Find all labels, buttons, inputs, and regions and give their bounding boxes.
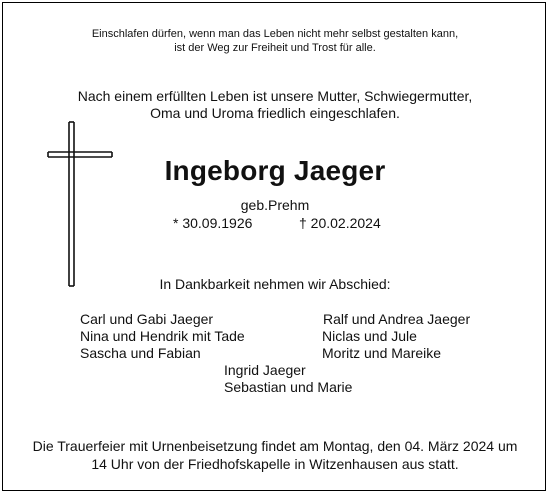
mourner-right-2: Niclas und Jule bbox=[322, 328, 417, 344]
birth-name: geb.Prehm bbox=[240, 197, 310, 213]
mourner-left-3: Sascha und Fabian bbox=[80, 345, 201, 361]
mourner-left-1: Carl und Gabi Jaeger bbox=[80, 311, 214, 327]
death-date: † 20.02.2024 bbox=[299, 215, 381, 231]
footer-line-1: Die Trauerfeier mit Urnenbeisetzung findet am Montag, den 04. März 2024 um bbox=[32, 438, 518, 454]
intro-line-1: Nach einem erfüllten Leben ist unsere Mutter, Schwiegermutter, bbox=[77, 88, 473, 104]
mourner-center-1: Ingrid Jaeger bbox=[224, 362, 306, 378]
mourner-center-2: Sebastian und Marie bbox=[224, 379, 353, 395]
deceased-name: Ingeborg Jaeger bbox=[164, 155, 386, 186]
motto-line-1: Einschlafen dürfen, wenn man das Leben nicht mehr selbst gestalten kann, bbox=[91, 28, 459, 40]
thanks-line: In Dankbarkeit nehmen wir Abschied: bbox=[159, 276, 391, 292]
footer-line-2: 14 Uhr von der Friedhofskapelle in Witzenhausen aus statt. bbox=[91, 456, 459, 472]
mourner-right-3: Moritz und Mareike bbox=[322, 345, 442, 361]
mourner-left-2: Nina und Hendrik mit Tade bbox=[80, 328, 245, 344]
intro-line-2: Oma und Uroma friedlich eingeschlafen. bbox=[150, 105, 400, 121]
mourner-right-1: Ralf und Andrea Jaeger bbox=[323, 311, 471, 327]
birth-date: * 30.09.1926 bbox=[173, 215, 253, 231]
motto-line-2: ist der Weg zur Freiheit und Trost für alle. bbox=[174, 42, 376, 54]
